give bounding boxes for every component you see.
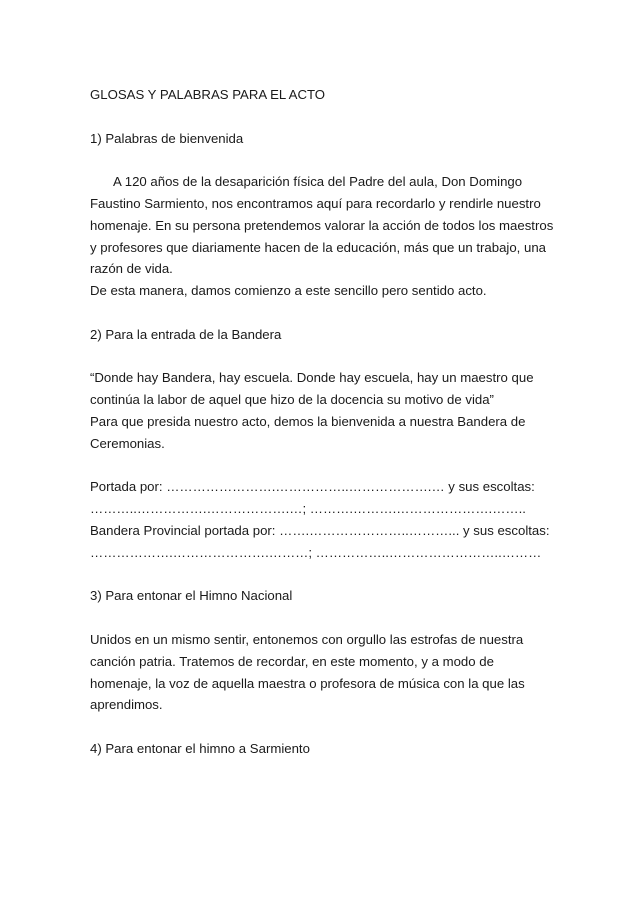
fill-in-line: Portada por: …………………….……………..……………….… y sus escoltas: <box>90 479 535 495</box>
section-heading-himno-nacional: 3) Para entonar el Himno Nacional <box>90 588 293 604</box>
paragraph-line: canción patria. Tratemos de recordar, en este momento, y a modo de <box>90 653 494 669</box>
spacer <box>90 302 560 324</box>
spacer <box>90 564 560 586</box>
paragraph-line: “Donde hay Bandera, hay escuela. Donde hay escuela, hay un maestro que <box>90 370 534 386</box>
spacer <box>90 607 560 629</box>
fill-in-line: ………..…………….……………….…; ……….……….………………….…….. <box>90 501 526 517</box>
paragraph-line: Ceremonias. <box>90 435 165 451</box>
spacer <box>90 455 560 477</box>
paragraph-line: De esta manera, damos comienzo a este sencillo pero sentido acto. <box>90 283 487 299</box>
fill-in-line: ……………….………………….………; ……………..……………………..……… <box>90 544 542 560</box>
spacer <box>90 346 560 368</box>
paragraph-line: y profesores que diariamente hacen de la educación, más que un trabajo, una <box>90 239 546 255</box>
document-body <box>90 84 560 760</box>
spacer <box>90 149 560 171</box>
paragraph-line: A 120 años de la desaparición física del Padre del aula, Don Domingo <box>113 174 523 190</box>
paragraph-line: Para que presida nuestro acto, demos la bienvenida a nuestra Bandera de <box>90 413 526 429</box>
spacer <box>90 716 560 738</box>
fill-in-line: Bandera Provincial portada por: …….…………………..………... y sus escoltas: <box>90 522 550 538</box>
document-title: GLOSAS Y PALABRAS PARA EL ACTO <box>90 87 326 102</box>
paragraph-line: aprendimos. <box>90 697 163 713</box>
spacer <box>90 106 560 128</box>
section-heading-bienvenida: 1) Palabras de bienvenida <box>90 130 244 146</box>
paragraph-line: continúa la labor de aquel que hizo de la docencia su motivo de vida” <box>90 392 494 408</box>
paragraph-line: razón de vida. <box>90 261 173 277</box>
section-heading-bandera: 2) Para la entrada de la Bandera <box>90 326 282 342</box>
section-heading-himno-sarmiento: 4) Para entonar el himno a Sarmiento <box>90 740 310 756</box>
paragraph-line: Faustino Sarmiento, nos encontramos aquí para recordarlo y rendirle nuestro <box>90 195 541 211</box>
paragraph-line: Unidos en un mismo sentir, entonemos con orgullo las estrofas de nuestra <box>90 631 524 647</box>
paragraph-line: homenaje. En su persona pretendemos valorar la acción de todos los maestros <box>90 217 554 233</box>
paragraph-line: homenaje, la voz de aquella maestra o profesora de música con la que las <box>90 675 525 691</box>
